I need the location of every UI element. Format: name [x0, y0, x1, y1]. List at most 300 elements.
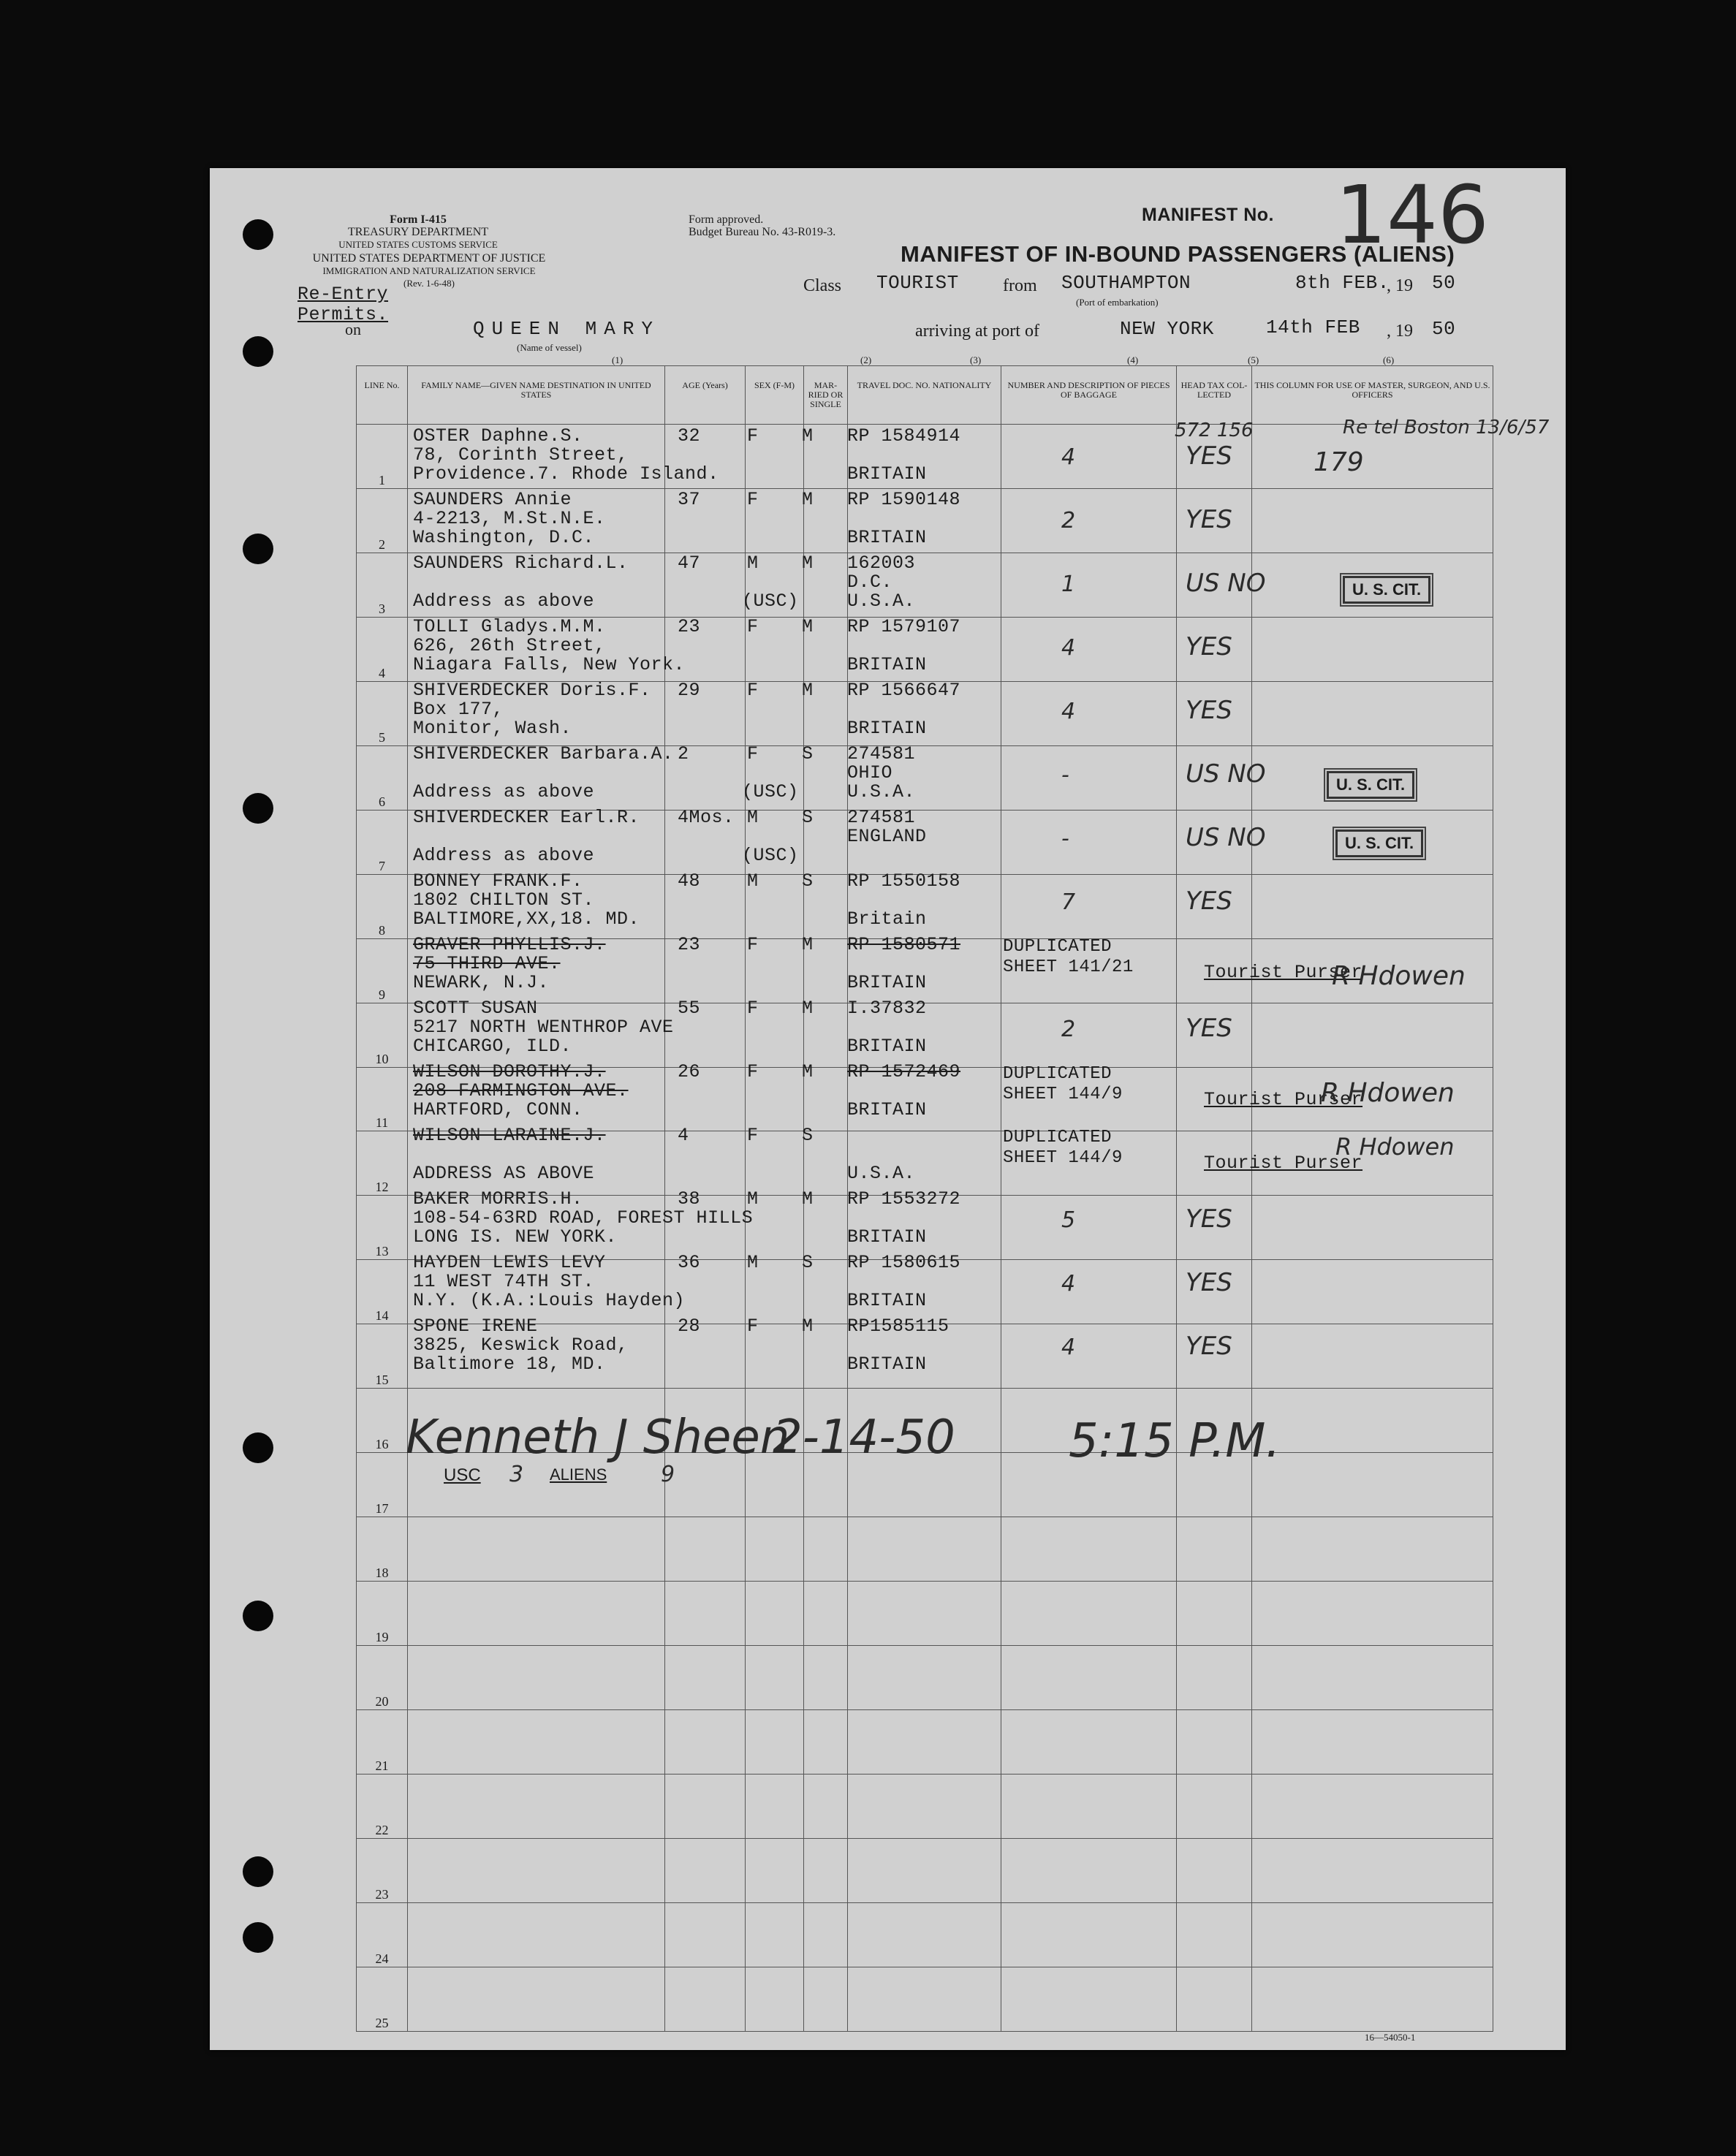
- passenger-marital-status: S: [802, 1125, 814, 1146]
- departure-year: 50: [1432, 272, 1456, 294]
- col-number-2: (2): [860, 354, 872, 365]
- table-cell: [665, 553, 746, 617]
- table-cell: [1177, 1838, 1252, 1902]
- table-row: [357, 1710, 1493, 1774]
- travel-document: RP1585115: [847, 1316, 950, 1337]
- head-tax-collected: YES: [1186, 1268, 1232, 1297]
- passenger-address: Address as above: [413, 591, 595, 612]
- passenger-address: NEWARK, N.J.: [413, 972, 550, 993]
- reentry-label: Re-Entry: [297, 284, 389, 305]
- passenger-name: WILSON LARAINE.J.: [413, 1125, 606, 1146]
- line-number-cell: 14: [357, 1260, 408, 1324]
- line-number-cell: 20: [357, 1646, 408, 1710]
- table-row: [357, 1967, 1493, 2031]
- punch-hole: [243, 793, 273, 824]
- travel-document: RP 1579107: [847, 616, 961, 637]
- travel-document-place: OHIO: [847, 762, 893, 783]
- baggage-count: 4: [1061, 1335, 1076, 1360]
- manifest-no-label: MANIFEST No.: [1142, 205, 1274, 225]
- arrival-port: NEW YORK: [1120, 318, 1214, 340]
- form-number: Form I-415: [390, 213, 447, 226]
- duplicated-note: DUPLICATED: [1003, 1064, 1113, 1084]
- head-tax-collected: YES: [1186, 1204, 1232, 1234]
- head-tax-collected: YES: [1186, 632, 1232, 661]
- head-tax-collected: US NO: [1186, 569, 1266, 598]
- table-cell: [804, 1774, 848, 1839]
- col-number-4: (4): [1127, 354, 1139, 365]
- passenger-address: Niagara Falls, New York.: [413, 654, 686, 675]
- passenger-marital-status: M: [802, 998, 814, 1019]
- nationality: U.S.A.: [847, 1163, 916, 1184]
- line-number-cell: 9: [357, 938, 408, 1003]
- passenger-marital-status: M: [802, 425, 814, 447]
- nationality: BRITAIN: [847, 972, 927, 993]
- head-tax-collected: YES: [1186, 887, 1232, 916]
- punch-hole: [243, 1856, 273, 1887]
- table-cell: [848, 1582, 1001, 1646]
- on-label: on: [345, 320, 361, 338]
- baggage-count: -: [1061, 826, 1069, 851]
- punch-hole: [243, 336, 273, 367]
- travel-document: RP 1550158: [847, 870, 961, 892]
- passenger-sex: M: [747, 870, 759, 892]
- passenger-address: ADDRESS AS ABOVE: [413, 1163, 595, 1184]
- form-agency-block: [312, 213, 524, 251]
- passenger-name: SCOTT SUSAN: [413, 998, 538, 1019]
- table-cell: [746, 1902, 804, 1967]
- from-label: from: [1003, 276, 1037, 295]
- usc-marker: (USC): [742, 591, 799, 612]
- table-cell: [746, 1967, 804, 2031]
- passenger-age: 36: [678, 1252, 701, 1273]
- passenger-marital-status: M: [802, 616, 814, 637]
- manifest-number: 146: [1335, 168, 1489, 262]
- passenger-age: 47: [678, 553, 701, 574]
- travel-document: RP 1553272: [847, 1188, 961, 1210]
- passenger-age: 29: [678, 680, 701, 701]
- passenger-age: 37: [678, 489, 701, 510]
- table-cell: [665, 488, 746, 553]
- passenger-sex: M: [747, 553, 759, 574]
- table-cell: [665, 1838, 746, 1902]
- nationality: BRITAIN: [847, 463, 927, 485]
- nationality: BRITAIN: [847, 527, 927, 548]
- passenger-age: 23: [678, 934, 701, 955]
- passenger-name: SHIVERDECKER Barbara.A.: [413, 743, 674, 764]
- passenger-name: TOLLI Gladys.M.M.: [413, 616, 606, 637]
- passenger-marital-status: S: [802, 807, 814, 828]
- table-cell: [1001, 1838, 1177, 1902]
- col-header-married: MAR-RIED OR SINGLE: [804, 366, 848, 425]
- table-cell: [1252, 1196, 1493, 1260]
- nationality: BRITAIN: [847, 1354, 927, 1375]
- travel-document-place: ENGLAND: [847, 826, 927, 847]
- margin-note-header: Re tel Boston 13/6/57: [1343, 417, 1550, 439]
- table-cell: [1001, 874, 1177, 938]
- table-cell: [1252, 1967, 1493, 2031]
- table-cell: [848, 1646, 1001, 1710]
- table-cell: [665, 1646, 746, 1710]
- line-number-cell: 15: [357, 1324, 408, 1389]
- table-cell: [1252, 1324, 1493, 1389]
- vessel-caption: (Name of vessel): [517, 342, 582, 353]
- baggage-count: 2: [1061, 1017, 1076, 1042]
- passenger-address: Washington, D.C.: [413, 527, 595, 548]
- arrival-date: 14th FEB: [1266, 316, 1360, 338]
- table-cell: [804, 1517, 848, 1582]
- punch-hole: [243, 534, 273, 564]
- table-cell: [665, 874, 746, 938]
- col-header-travel-doc: TRAVEL DOC. NO. NATIONALITY: [848, 366, 1001, 425]
- passenger-address: 75 THIRD AVE.: [413, 953, 561, 974]
- passenger-address: CHICARGO, ILD.: [413, 1036, 572, 1057]
- col-number-1: (1): [612, 354, 623, 365]
- line-number-cell: 24: [357, 1902, 408, 1967]
- customs-service: UNITED STATES CUSTOMS SERVICE: [338, 239, 498, 250]
- signature-time: 5:15 P.M.: [1069, 1414, 1281, 1468]
- table-cell: [665, 681, 746, 745]
- line-number-cell: 11: [357, 1067, 408, 1131]
- baggage-count: 4: [1061, 444, 1076, 470]
- head-tax-collected: YES: [1186, 441, 1232, 471]
- table-row: [357, 1902, 1493, 1967]
- table-cell: [1001, 1710, 1177, 1774]
- form-approved: Form approved.: [689, 213, 764, 226]
- usc-marker: (USC): [742, 845, 799, 866]
- passenger-sex: M: [747, 1252, 759, 1273]
- usc-count: 3: [509, 1462, 524, 1487]
- table-cell: [1001, 1260, 1177, 1324]
- passenger-sex: F: [747, 743, 759, 764]
- table-cell: [848, 1774, 1001, 1839]
- table-cell: [1001, 1196, 1177, 1260]
- signature-date: 2-14-50: [773, 1411, 955, 1465]
- table-cell: [848, 1517, 1001, 1582]
- table-cell: [1001, 1003, 1177, 1067]
- col-number-6: (6): [1383, 354, 1395, 365]
- col-header-sex: SEX (F-M): [746, 366, 804, 425]
- passenger-age: 28: [678, 1316, 701, 1337]
- table-cell: [665, 1131, 746, 1196]
- table-cell: [1252, 681, 1493, 745]
- table-cell: [1001, 1517, 1177, 1582]
- table-cell: [1252, 488, 1493, 553]
- duplicated-sheet: SHEET 144/9: [1003, 1148, 1123, 1168]
- table-cell: [408, 1902, 665, 1967]
- baggage-count: 4: [1061, 635, 1076, 661]
- doj-label: UNITED STATES DEPARTMENT OF JUSTICE: [312, 252, 546, 265]
- col-header-master-use: THIS COLUMN FOR USE OF MASTER, SURGEON, AND U.S. OFFICERS: [1252, 366, 1493, 425]
- table-cell: [848, 1710, 1001, 1774]
- head-tax-collected: YES: [1186, 696, 1232, 725]
- manifest-title: MANIFEST OF IN-BOUND PASSENGERS (ALIENS): [901, 241, 1455, 267]
- baggage-count: 4: [1061, 699, 1076, 724]
- table-cell: [408, 1967, 665, 2031]
- line-number-cell: 23: [357, 1838, 408, 1902]
- line-number-cell: 21: [357, 1710, 408, 1774]
- passenger-sex: F: [747, 489, 759, 510]
- arrival-year-prefix: , 19: [1387, 322, 1413, 341]
- line-number-cell: 8: [357, 874, 408, 938]
- ins-label: IMMIGRATION AND NATURALIZATION SERVICE: [322, 265, 536, 276]
- passenger-age: 32: [678, 425, 701, 447]
- table-cell: [665, 1710, 746, 1774]
- travel-document: RP 1584914: [847, 425, 961, 447]
- passenger-address: 208 FARMINGTON AVE.: [413, 1080, 629, 1101]
- table-cell: [1001, 1582, 1177, 1646]
- passenger-age: 38: [678, 1188, 701, 1210]
- passenger-address: Address as above: [413, 781, 595, 802]
- table-cell: [1252, 617, 1493, 681]
- table-cell: [665, 1582, 746, 1646]
- class-value: TOURIST: [876, 272, 959, 294]
- passenger-address: LONG IS. NEW YORK.: [413, 1226, 618, 1248]
- travel-document-place: D.C.: [847, 572, 893, 593]
- table-cell: [408, 1838, 665, 1902]
- passenger-address: BALTIMORE,XX,18. MD.: [413, 908, 640, 930]
- duplicated-sheet: SHEET 144/9: [1003, 1085, 1123, 1104]
- passenger-sex: F: [747, 616, 759, 637]
- table-cell: [408, 1646, 665, 1710]
- passenger-age: 4: [678, 1125, 689, 1146]
- passenger-marital-status: M: [802, 553, 814, 574]
- col-number-3: (3): [970, 354, 982, 365]
- passenger-address: N.Y. (K.A.:Louis Hayden): [413, 1290, 686, 1311]
- passenger-name: WILSON DOROTHY.J.: [413, 1061, 606, 1082]
- table-cell: [746, 1646, 804, 1710]
- table-cell: [1252, 1774, 1493, 1839]
- passenger-address: HARTFORD, CONN.: [413, 1099, 583, 1120]
- table-cell: [1177, 1582, 1252, 1646]
- travel-document: 162003: [847, 553, 916, 574]
- table-cell: [1001, 488, 1177, 553]
- travel-document: RP 1572469: [847, 1061, 961, 1082]
- aliens-count: 9: [661, 1462, 675, 1487]
- year-prefix: , 19: [1387, 276, 1413, 295]
- line-number-cell: 25: [357, 1967, 408, 2031]
- travel-document: 274581: [847, 807, 916, 828]
- table-cell: [1001, 425, 1177, 489]
- us-citizen-stamp: U. S. CIT.: [1327, 771, 1414, 799]
- table-cell: [665, 1003, 746, 1067]
- baggage-count: 4: [1061, 1271, 1076, 1297]
- col-header-head-tax: HEAD TAX COL-LECTED: [1177, 366, 1252, 425]
- passenger-name: OSTER Daphne.S.: [413, 425, 583, 447]
- col-header-name: FAMILY NAME—GIVEN NAME DESTINATION IN UNITED STATES: [408, 366, 665, 425]
- punch-hole: [243, 1922, 273, 1953]
- us-citizen-stamp: U. S. CIT.: [1335, 830, 1423, 857]
- revision-label: (Rev. 1-6-48): [403, 278, 455, 289]
- nationality: U.S.A.: [847, 781, 916, 802]
- passenger-sex: F: [747, 680, 759, 701]
- table-cell: [1177, 1967, 1252, 2031]
- table-cell: [665, 1774, 746, 1839]
- table-cell: [746, 1774, 804, 1839]
- head-tax-collected: US NO: [1186, 823, 1266, 852]
- table-cell: [1252, 1517, 1493, 1582]
- line-number-cell: 12: [357, 1131, 408, 1196]
- passenger-marital-status: S: [802, 1252, 814, 1273]
- passenger-age: 23: [678, 616, 701, 637]
- table-cell: [1177, 1902, 1252, 1967]
- line-number-cell: 17: [357, 1453, 408, 1517]
- table-cell: [1252, 1003, 1493, 1067]
- purser-signoff: R Hdowen: [1332, 961, 1466, 991]
- nationality: U.S.A.: [847, 591, 916, 612]
- tourist-purser: Tourist Purser: [1204, 1153, 1363, 1174]
- table-cell: [1001, 553, 1177, 617]
- table-cell: [665, 745, 746, 810]
- table-cell: [1252, 1582, 1493, 1646]
- approval-block: [689, 213, 908, 238]
- table-cell: [848, 1838, 1001, 1902]
- line-number-cell: 16: [357, 1389, 408, 1453]
- table-cell: [746, 1582, 804, 1646]
- duplicated-note: DUPLICATED: [1003, 937, 1113, 957]
- table-cell: [1252, 1389, 1493, 1453]
- form-footer-code: 16—54050-1: [1365, 2032, 1416, 2043]
- passenger-sex: M: [747, 1188, 759, 1210]
- vessel-name: QUEEN MARY: [473, 318, 661, 340]
- table-cell: [665, 1067, 746, 1131]
- punch-hole: [243, 219, 273, 250]
- nationality: Britain: [847, 908, 927, 930]
- passenger-name: BONNEY FRANK.F.: [413, 870, 583, 892]
- passenger-address: 5217 NORTH WENTHROP AVE: [413, 1017, 674, 1038]
- passenger-address: 1802 CHILTON ST.: [413, 889, 595, 911]
- passenger-address: Address as above: [413, 845, 595, 866]
- table-cell: [1252, 1260, 1493, 1324]
- arriving-label: arriving at port of: [915, 322, 1039, 341]
- tourist-purser: Tourist Purser: [1204, 962, 1363, 983]
- punch-hole: [243, 1601, 273, 1631]
- col-header-age: AGE (Years): [665, 366, 746, 425]
- line-number-cell: 18: [357, 1517, 408, 1582]
- treasury-dept: TREASURY DEPARTMENT: [347, 226, 489, 238]
- table-cell: [746, 1710, 804, 1774]
- table-cell: [665, 1324, 746, 1389]
- passenger-sex: F: [747, 425, 759, 447]
- table-row: [357, 1838, 1493, 1902]
- table-cell: [665, 1967, 746, 2031]
- table-cell: [804, 1902, 848, 1967]
- table-cell: [1177, 1774, 1252, 1839]
- passenger-marital-status: M: [802, 1316, 814, 1337]
- passenger-name: BAKER MORRIS.H.: [413, 1188, 583, 1210]
- passenger-address: 78, Corinth Street,: [413, 444, 629, 466]
- nationality: BRITAIN: [847, 1099, 927, 1120]
- embark-port-caption: (Port of embarkation): [1076, 297, 1159, 308]
- passenger-address: 11 WEST 74TH ST.: [413, 1271, 595, 1292]
- passenger-marital-status: M: [802, 489, 814, 510]
- line-number-cell: 3: [357, 553, 408, 617]
- passenger-marital-status: M: [802, 680, 814, 701]
- passenger-name: SAUNDERS Richard.L.: [413, 553, 629, 574]
- head-tax-collected: YES: [1186, 1014, 1232, 1043]
- table-cell: [1252, 1646, 1493, 1710]
- passenger-name: SHIVERDECKER Earl.R.: [413, 807, 640, 828]
- line-number-cell: 10: [357, 1003, 408, 1067]
- table-cell: [804, 1582, 848, 1646]
- passenger-sex: F: [747, 1125, 759, 1146]
- nationality: BRITAIN: [847, 1226, 927, 1248]
- class-label: Class: [803, 276, 842, 295]
- col-header-baggage: NUMBER AND DESCRIPTION OF PIECES OF BAGGAGE: [1001, 366, 1177, 425]
- permits-label: Permits.: [297, 304, 389, 325]
- purser-signoff: R Hdowen: [1335, 1133, 1455, 1161]
- table-cell: [1001, 1774, 1177, 1839]
- passenger-marital-status: M: [802, 934, 814, 955]
- passenger-age: 26: [678, 1061, 701, 1082]
- table-cell: [746, 1517, 804, 1582]
- usc-count-label: USC: [444, 1465, 481, 1485]
- table-cell: [1001, 745, 1177, 810]
- line-number-cell: 22: [357, 1774, 408, 1839]
- passenger-name: GRAVER PHYLLIS.J.: [413, 934, 606, 955]
- aliens-count-label: ALIENS: [550, 1465, 607, 1484]
- nationality: BRITAIN: [847, 1290, 927, 1311]
- travel-document: RP 1580571: [847, 934, 961, 955]
- passenger-sex: F: [747, 998, 759, 1019]
- arrival-year: 50: [1432, 318, 1456, 340]
- line-number-cell: 2: [357, 488, 408, 553]
- passenger-address: 4-2213, M.St.N.E.: [413, 508, 606, 529]
- master-note: 179: [1314, 447, 1364, 477]
- table-cell: [1001, 1967, 1177, 2031]
- travel-document: RP 1590148: [847, 489, 961, 510]
- table-cell: [804, 1646, 848, 1710]
- nationality: BRITAIN: [847, 1036, 927, 1057]
- passenger-sex: F: [747, 1061, 759, 1082]
- budget-bureau: Budget Bureau No. 43-R019-3.: [689, 226, 836, 238]
- baggage-count: -: [1061, 762, 1069, 788]
- passenger-marital-status: S: [802, 743, 814, 764]
- col-header-line: LINE No.: [357, 366, 408, 425]
- nationality: BRITAIN: [847, 654, 927, 675]
- passenger-name: HAYDEN LEWIS LEVY: [413, 1252, 606, 1273]
- line-number-cell: 1: [357, 425, 408, 489]
- usc-marker: (USC): [742, 781, 799, 802]
- table-row: [357, 1774, 1493, 1839]
- us-citizen-stamp: U. S. CIT.: [1343, 576, 1430, 604]
- passenger-address: Box 177,: [413, 699, 504, 720]
- table-cell: [746, 1838, 804, 1902]
- table-cell: [408, 1774, 665, 1839]
- departure-date: 8th FEB.: [1295, 272, 1390, 294]
- head-tax-collected: YES: [1186, 1332, 1232, 1361]
- duplicated-sheet: SHEET 141/21: [1003, 957, 1134, 977]
- passenger-name: SAUNDERS Annie: [413, 489, 572, 510]
- line-number-cell: 5: [357, 681, 408, 745]
- table-cell: [408, 1517, 665, 1582]
- table-cell: [804, 1838, 848, 1902]
- tourist-purser: Tourist Purser: [1204, 1089, 1363, 1110]
- table-cell: [1252, 1902, 1493, 1967]
- table-cell: [1252, 874, 1493, 938]
- punch-hole: [243, 1432, 273, 1463]
- baggage-count: 7: [1061, 889, 1076, 915]
- table-cell: [665, 1902, 746, 1967]
- passenger-age: 2: [678, 743, 689, 764]
- passenger-address: 626, 26th Street,: [413, 635, 606, 656]
- line-number-cell: 4: [357, 617, 408, 681]
- passenger-address: 3825, Keswick Road,: [413, 1335, 629, 1356]
- passenger-sex: F: [747, 934, 759, 955]
- table-cell: [804, 1710, 848, 1774]
- baggage-count: 2: [1061, 508, 1076, 534]
- table-cell: [1001, 681, 1177, 745]
- line-number-cell: 19: [357, 1582, 408, 1646]
